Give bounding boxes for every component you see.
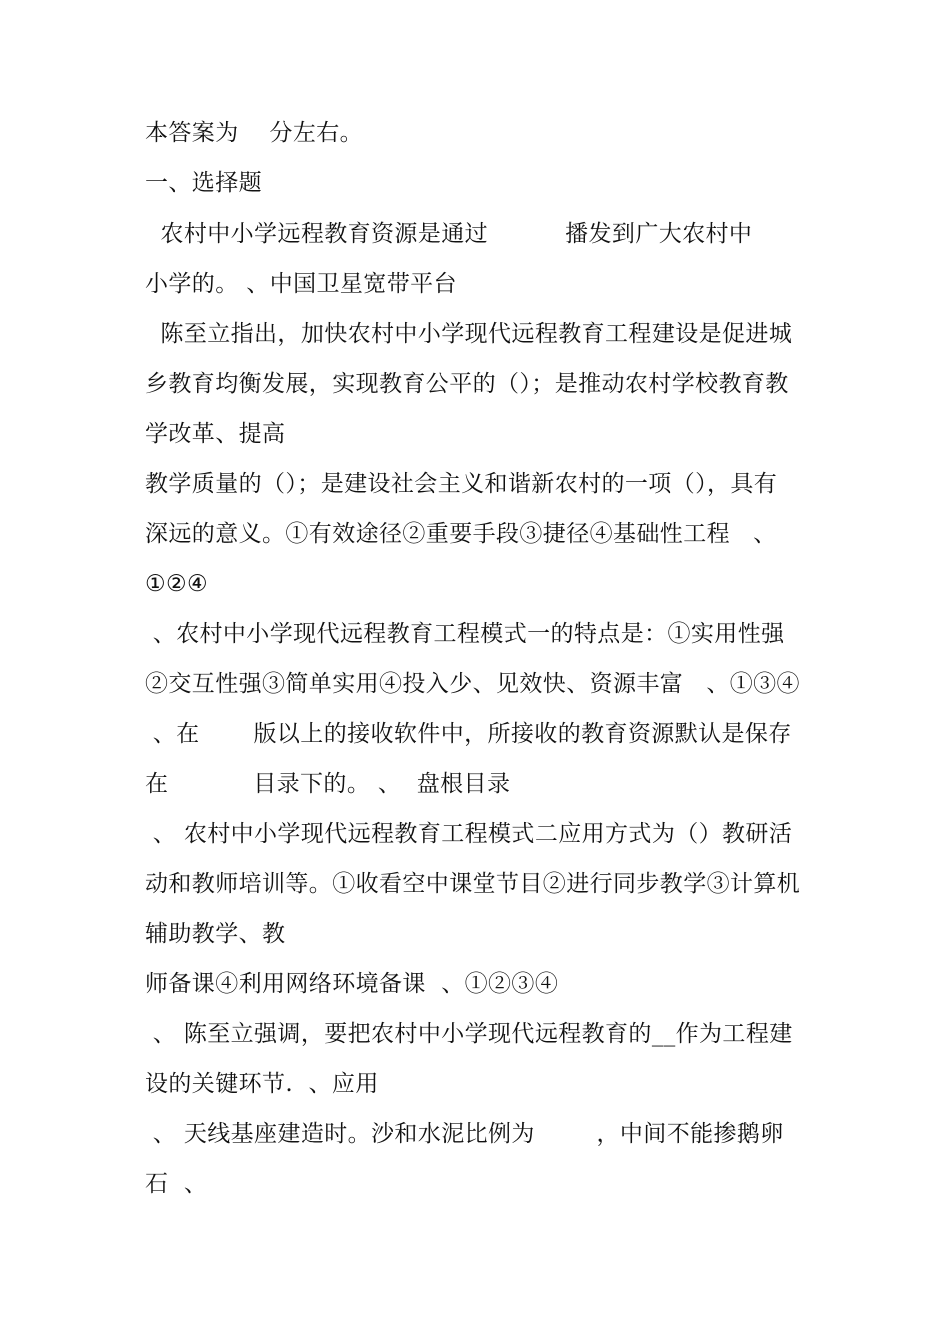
answer-note-line: 本答案为 分左右。 — [145, 120, 364, 146]
question-5-line-2: 动和教师培训等。①收看空中课堂节目②进行同步教学③计算机 — [145, 871, 801, 897]
question-7-line-2: 石 、 — [145, 1171, 208, 1197]
question-1-line-1: 农村中小学远程教育资源是通过 播发到广大农村中 — [145, 221, 753, 247]
question-5-line-1: 、 农村中小学现代远程教育工程模式二应用方式为（）教研活 — [145, 821, 793, 847]
question-4-line-1: 、在 版以上的接收软件中，所接收的教育资源默认是保存 — [145, 721, 792, 747]
question-7-line-1: 、 天线基座建造时。沙和水泥比例为 ，中间不能掺鹅卵 — [145, 1121, 784, 1147]
question-2-line-5: 深远的意义。①有效途径②重要手段③捷径④基础性工程 、 — [145, 521, 777, 547]
question-2-line-2: 乡教育均衡发展，实现教育公平的（）；是推动农村学校教育教 — [145, 371, 789, 397]
question-4-line-2: 在 目录下的。 、 盘根目录 — [145, 771, 511, 797]
section-heading: 一、选择题 — [145, 170, 262, 196]
question-2-line-4: 教学质量的（）；是建设社会主义和谐新农村的一项（），具有 — [145, 471, 778, 497]
question-2-line-3: 学改革、提高 — [145, 421, 286, 447]
question-2-line-1: 陈至立指出，加快农村中小学现代远程教育工程建设是促进城 — [145, 321, 793, 347]
question-3-line-1: 、农村中小学现代远程教育工程模式一的特点是：①实用性强 — [145, 621, 785, 647]
question-5-line-3: 辅助教学、教 — [145, 921, 286, 947]
question-2-answer: ①②④ — [145, 571, 209, 597]
question-6-line-1: 、 陈至立强调，要把农村中小学现代远程教育的__作为工程建 — [145, 1021, 793, 1047]
question-6-line-2: 设的关键环节. 、应用 — [145, 1071, 379, 1097]
question-5-line-4: 师备课④利用网络环境备课 、①②③④ — [145, 971, 559, 997]
question-3-line-2: ②交互性强③简单实用④投入少、见效快、资源丰富 、①③④ — [145, 671, 800, 697]
question-1-line-2: 小学的。 、中国卫星宽带平台 — [145, 271, 457, 297]
